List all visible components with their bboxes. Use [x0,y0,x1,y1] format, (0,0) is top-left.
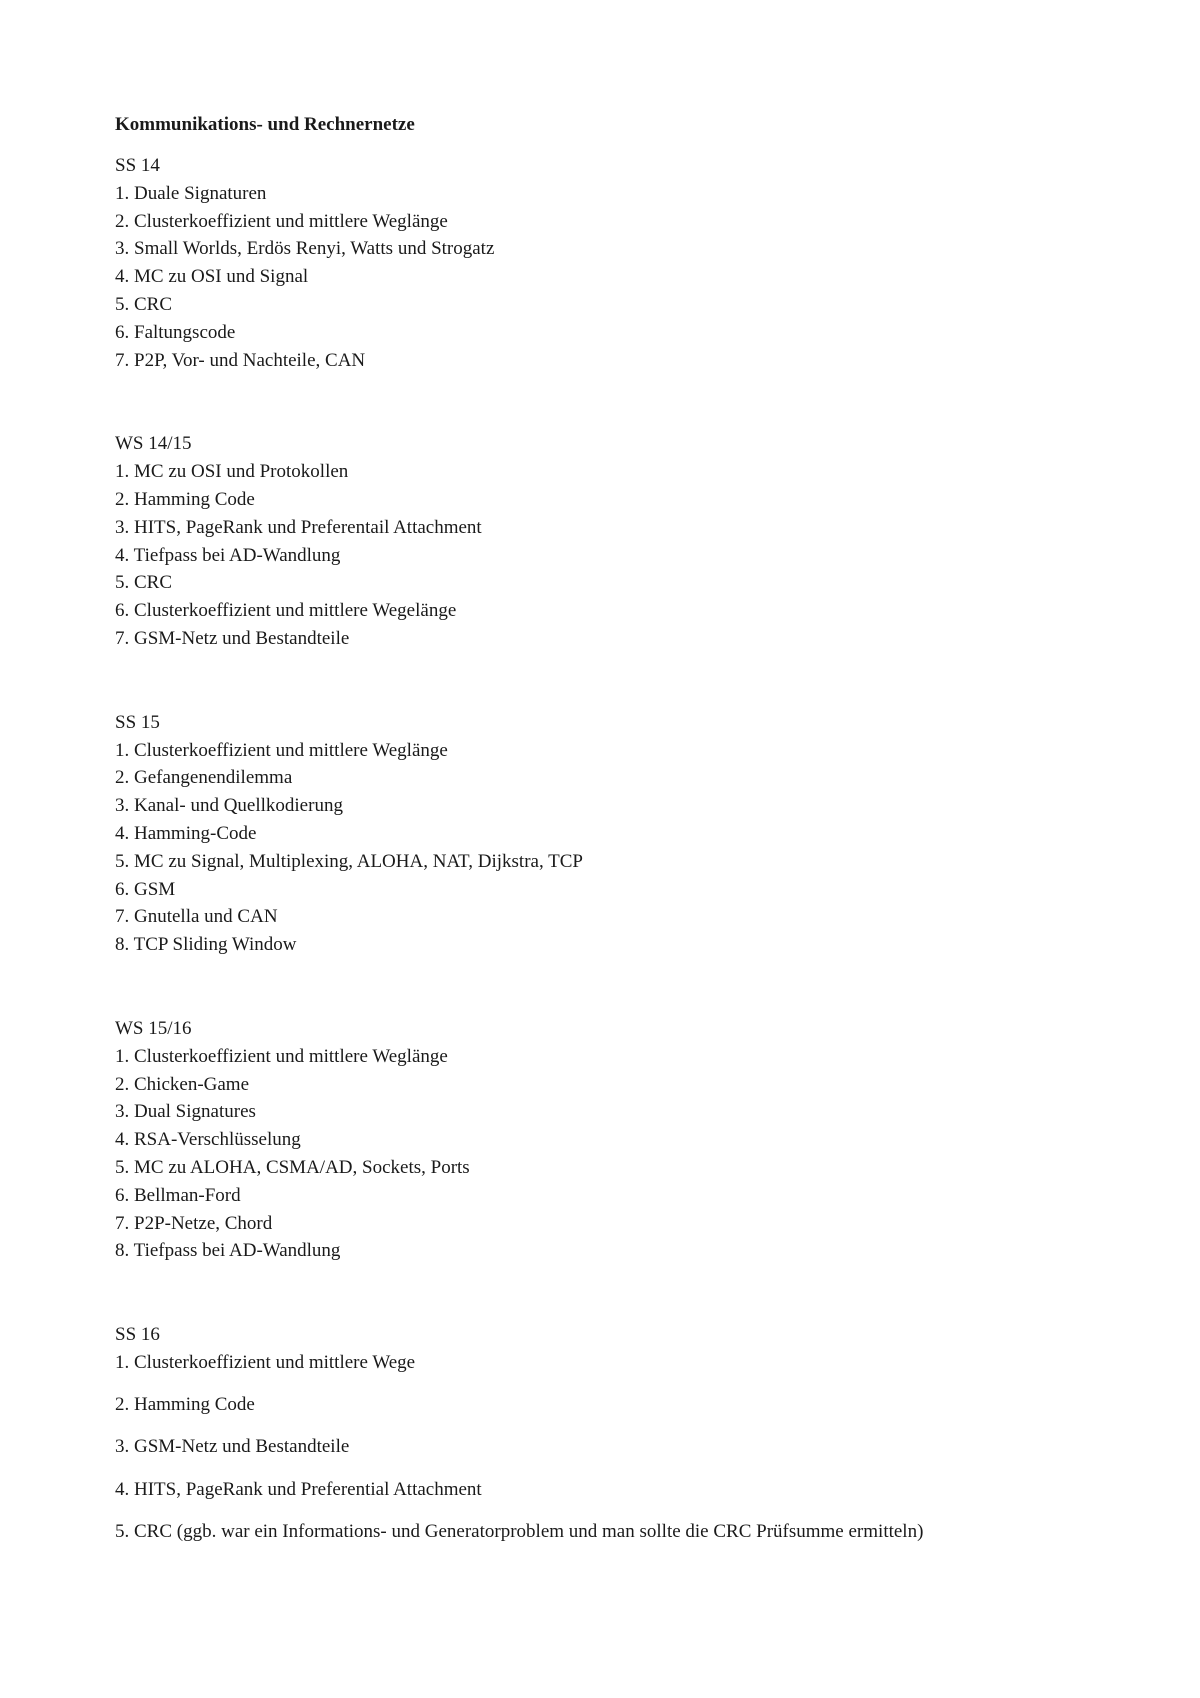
document-page [115,112,1115,1560]
list-item: 7. P2P-Netze, Chord [115,1212,273,1234]
section-heading: SS 14 [115,155,160,176]
list-item: 3. Dual Signatures [115,1101,256,1123]
section-ss14 [115,152,1115,374]
list-item: 4. HITS, PageRank und Preferential Attachment [115,1478,482,1500]
list-item: 6. GSM [115,878,176,900]
list-item: 4. Tiefpass bei AD-Wandlung [115,544,341,566]
list-item: 5. MC zu ALOHA, CSMA/AD, Sockets, Ports [115,1156,470,1178]
section-spacer [115,1265,1115,1321]
list-item: 1. MC zu OSI und Protokollen [115,461,349,483]
list-item: 7. P2P, Vor- und Nachteile, CAN [115,349,366,371]
list-item: 6. Bellman-Ford [115,1184,241,1206]
document-title: Kommunikations- und Rechnernetze [115,114,415,135]
list-item: 2. Gefangenendilemma [115,767,293,789]
list-item: 7. GSM-Netz und Bestandteile [115,627,350,649]
list-item: 2. Clusterkoeffizient und mittlere Weglänge [115,210,448,232]
section-spacer [115,959,1115,1015]
list-item: 1. Clusterkoeffizient und mittlere Weglänge [115,1045,448,1067]
list-item: 8. Tiefpass bei AD-Wandlung [115,1240,341,1262]
topic-list [115,1349,1115,1546]
list-item: 1. Clusterkoeffizient und mittlere Weglänge [115,739,448,761]
list-item: 8. TCP Sliding Window [115,934,297,956]
section-spacer [115,374,1115,430]
topic-list [115,737,1115,959]
list-item: 5. CRC [115,293,173,315]
section-heading: WS 14/15 [115,433,192,455]
section-heading: WS 15/16 [115,1017,192,1039]
list-item: 6. Clusterkoeffizient und mittlere Wegelänge [115,600,457,622]
section-heading: SS 16 [115,1324,160,1346]
list-item: 2. Chicken-Game [115,1073,250,1095]
list-item: 3. GSM-Netz und Bestandteile [115,1436,350,1458]
list-item: 2. Hamming Code [115,1394,255,1416]
section-heading: SS 15 [115,711,160,733]
list-item: 4. Hamming-Code [115,822,257,844]
section-ws1415 [115,430,1115,652]
list-item: 5. MC zu Signal, Multiplexing, ALOHA, NAT, Dijkstra, TCP [115,850,583,872]
list-item: 3. Kanal- und Quellkodierung [115,795,343,817]
section-ss15 [115,709,1115,959]
list-item: 2. Hamming Code [115,488,255,510]
list-item: 5. CRC (ggb. war ein Informations- und Generatorproblem und man sollte die CRC Prüfsumme ermitteln) [115,1521,924,1543]
list-item: 3. HITS, PageRank und Preferentail Attachment [115,516,482,538]
list-item: 6. Faltungscode [115,321,236,343]
section-ws1516 [115,1015,1115,1265]
list-item: 1. Clusterkoeffizient und mittlere Wege [115,1351,416,1373]
section-ss16 [115,1321,1115,1546]
list-item: 5. CRC [115,572,173,594]
section-spacer [115,653,1115,709]
list-item: 1. Duale Signaturen [115,182,267,204]
topic-list [115,1043,1115,1265]
list-item: 7. Gnutella und CAN [115,906,278,928]
list-item: 3. Small Worlds, Erdös Renyi, Watts und Strogatz [115,238,495,260]
list-item: 4. RSA-Verschlüsselung [115,1129,301,1151]
list-item: 4. MC zu OSI und Signal [115,266,309,288]
topic-list [115,458,1115,653]
topic-list [115,180,1115,375]
